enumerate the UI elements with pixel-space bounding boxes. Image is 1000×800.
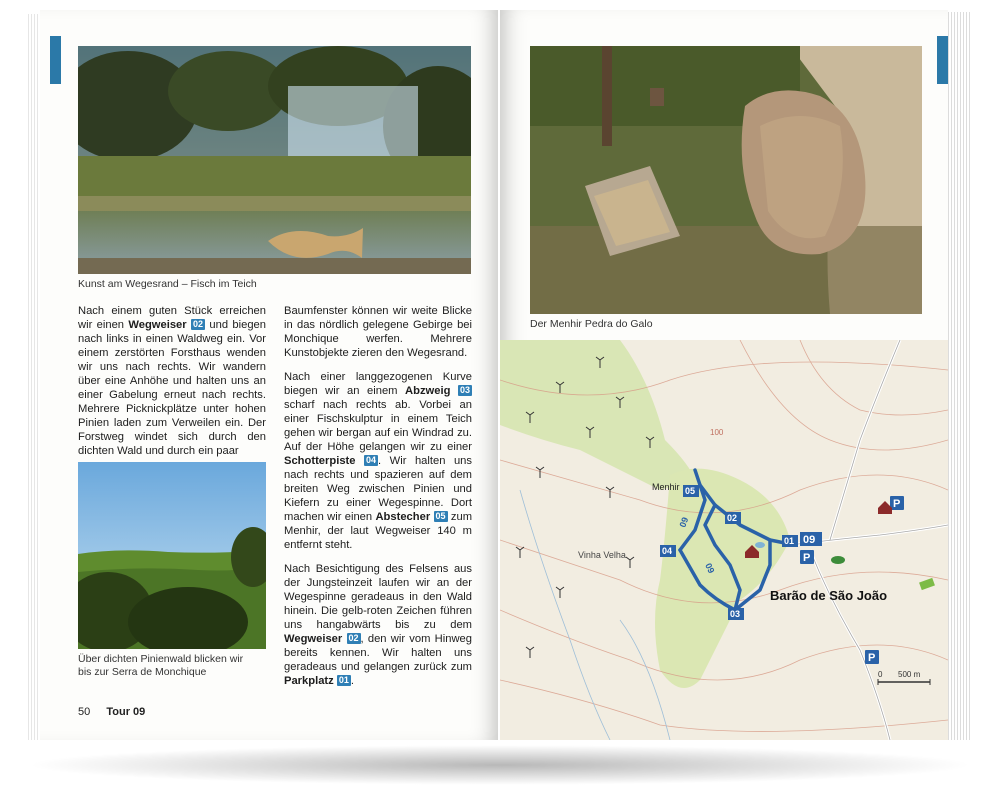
waypoint-03: 03 bbox=[730, 609, 741, 619]
map-place-vinha: Vinha Velha bbox=[578, 550, 626, 560]
svg-text:500 m: 500 m bbox=[898, 670, 921, 679]
tour-label: Tour 09 bbox=[106, 706, 146, 718]
page-footer bbox=[78, 706, 145, 718]
fish-pond-photo bbox=[78, 46, 471, 274]
pine-forest-photo bbox=[78, 462, 266, 649]
map-place-menhir: Menhir bbox=[652, 482, 680, 492]
svg-text:0: 0 bbox=[878, 670, 883, 679]
left-column-text: Nach einem guten Stück erreichen wir einen Wegweiser 02 und biegen nach links in einen Waldweg ein. Vor einem zerstörten Forsthaus wenden wir uns nach rechts. Wir wandern über eine Anhöhe und halten uns an einer Gabelung erneut nach rechts. Mehrere Picknickplätze unter hohen Pinien laden zum Verweilen ein. Der Forstweg windet sich durch den dichten Wald und durch ein paar bbox=[78, 305, 266, 457]
photo1-caption: Kunst am Wegesrand – Fisch im Teich bbox=[78, 278, 257, 290]
waypoint-01: 01 bbox=[784, 536, 795, 546]
chapter-tab-right bbox=[937, 36, 948, 84]
waypoint-09-label-b: 09 bbox=[703, 561, 717, 575]
tour-map bbox=[500, 340, 948, 740]
book-shadow bbox=[25, 745, 975, 785]
right-column-text: Baumfenster können wir weite Blicke in das nördlich gelegene Gebirge bei Monchique werfen. Mehrere Kunstobjekte zieren den Wegesrand. Nach einer langgezogenen Kurve biegen wir an einem Abzweig 03 scharf nach rechts ab. Vorbei an einer Fischskulptur in einem Teich gehen wir bergan auf ein Windrad zu. Auf der Höhe gelangen wir zu einer Schotterpiste 04 . Wir halten uns nach rechts und spazieren auf dem breiten Weg zwischen Pinien und Kiefern zu einer Wegespinne. Dort machen wir einen Abstecher 05 zum Menhir, der laut Wegweiser 140 m entfernt steht. Nach Besichtigung des Felsens aus der Jungsteinzeit laufen wir an der Wegespinne geradeaus in den Wald hinein. Die gelb-roten Zeichen führen uns hangabwärts bis zu dem Wegweiser 02 , den wir vom Hinweg bereits kennen. Wir halten uns geradeaus und gelangen zurück zum Parkplatz 01 . bbox=[284, 305, 473, 687]
parking-sign-start: P bbox=[803, 552, 811, 564]
parking-sign-north: P bbox=[893, 498, 901, 510]
left-page bbox=[40, 10, 498, 740]
map-contour-label: 100 bbox=[710, 428, 724, 437]
waypoint-09-label-a: 09 bbox=[677, 515, 691, 529]
right-page-edges bbox=[946, 12, 972, 740]
right-page bbox=[500, 10, 948, 740]
menhir-photo bbox=[530, 46, 922, 314]
menhir-photo-caption: Der Menhir Pedra do Galo bbox=[530, 318, 653, 330]
parking-sign-south: P bbox=[868, 652, 876, 664]
map-town-label: Barão de São João bbox=[770, 588, 888, 603]
chapter-tab-left bbox=[50, 36, 61, 84]
waypoint-05: 05 bbox=[685, 486, 696, 496]
waypoint-02: 02 bbox=[727, 513, 738, 523]
page-number: 50 bbox=[78, 706, 91, 718]
photo2-caption: Über dichten Pinienwald blicken wir bis zur Serra de Monchique bbox=[78, 653, 244, 678]
waypoint-09-start: 09 bbox=[803, 534, 816, 546]
waypoint-04: 04 bbox=[662, 546, 673, 556]
